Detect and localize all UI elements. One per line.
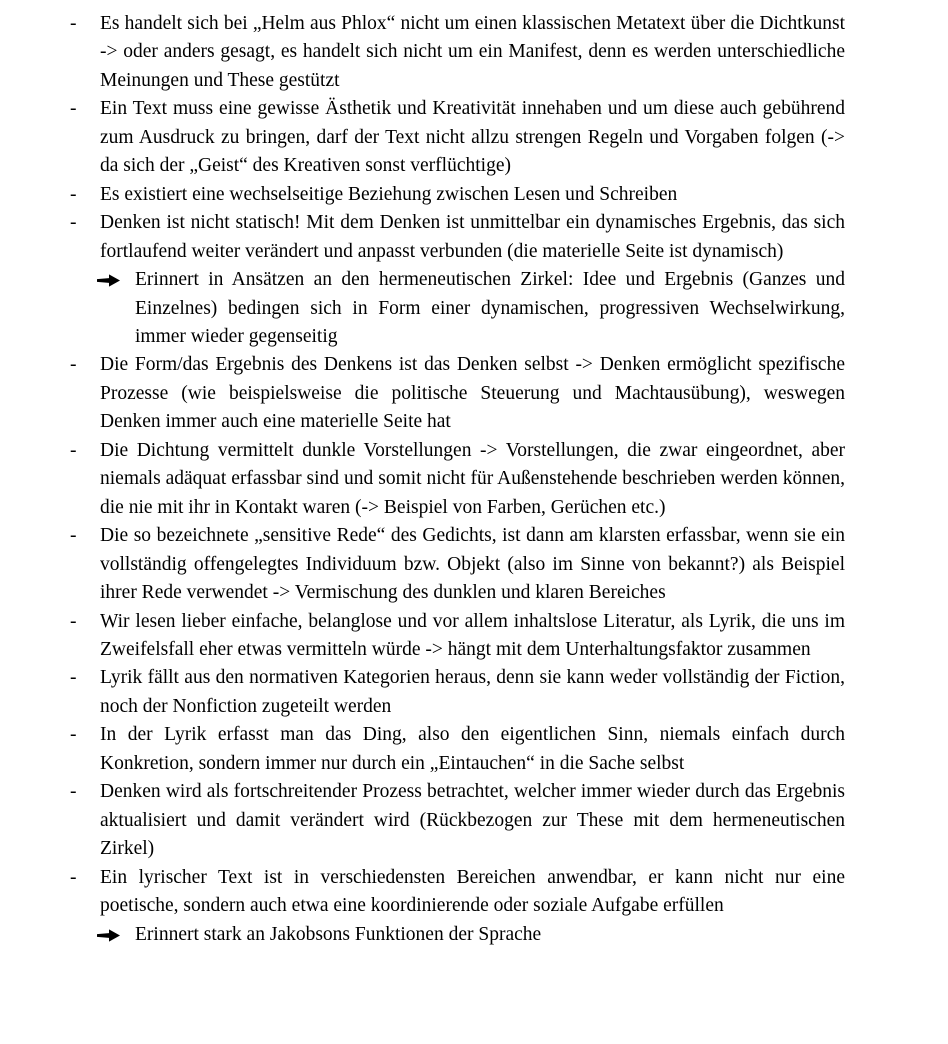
list-item-text: Erinnert stark an Jakobsons Funktionen der Sprache bbox=[135, 923, 542, 945]
list-item-dash bbox=[70, 721, 845, 778]
list-item-text: Es handelt sich bei „Helm aus Phlox“ nicht um einen klassischen Metatext über die Dichtkunst -> oder anders gesagt, es handelt sich nicht um ein Manifest, denn es werden unterschiedliche Meinungen und These gestützt bbox=[100, 13, 845, 91]
list-item-text: Ein Text muss eine gewisse Ästhetik und Kreativität innehaben und um diese auch gebührend zum Ausdruck zu bringen, darf der Text nicht allzu strengen Regeln und Vorgaben folgen (-> da sich der „Geist“ des Kreativen sonst verflüchtige) bbox=[100, 98, 845, 177]
list-item-dash bbox=[70, 181, 845, 209]
dash-bullet-icon: - bbox=[70, 866, 77, 888]
list-item-dash bbox=[70, 778, 845, 863]
list-item-arrow bbox=[135, 266, 845, 351]
arrow-right-icon bbox=[97, 266, 121, 287]
list-item-dash bbox=[70, 95, 845, 180]
list-item-dash bbox=[70, 10, 845, 95]
list-item-text: Erinnert in Ansätzen an den hermeneutischen Zirkel: Idee und Ergebnis (Ganzes und Einzelnes) bedingen sich in Form einer dynamischen, progressiven Wechselwirkung, immer wieder gegenseitig bbox=[135, 269, 845, 347]
list-item-dash bbox=[70, 864, 845, 921]
list-item-text: In der Lyrik erfasst man das Ding, also den eigentlichen Sinn, niemals einfach durch Konkretion, sondern immer nur durch ein „Eintauchen“ in die Sache selbst bbox=[100, 724, 845, 774]
list-item-text: Die Dichtung vermittelt dunkle Vorstellungen -> Vorstellungen, die zwar eingeordnet, aber niemals adäquat erfassbar sind und somit nicht für Außenstehende beschrieben werden können, die nie mit ihr in Kontakt waren (-> Beispiel von Farben, Gerüchen etc.) bbox=[100, 439, 845, 518]
dash-bullet-icon: - bbox=[70, 667, 77, 689]
list-item-text: Lyrik fällt aus den normativen Kategorien heraus, denn sie kann weder vollständig der Fiction, noch der Nonfiction zugeteilt werden bbox=[100, 667, 845, 717]
list-item-dash bbox=[70, 351, 845, 436]
list-item-dash bbox=[70, 664, 845, 721]
dash-bullet-icon: - bbox=[70, 212, 77, 234]
dash-bullet-icon: - bbox=[70, 724, 77, 746]
list-item-text: Ein lyrischer Text ist in verschiedensten Bereichen anwendbar, er kann nicht nur eine poetische, sondern auch etwa eine koordinierende oder soziale Aufgabe erfüllen bbox=[100, 866, 845, 917]
list-item-arrow bbox=[135, 921, 845, 949]
list-item-text: Die Form/das Ergebnis des Denkens ist das Denken selbst -> Denken ermöglicht spezifische Prozesse (wie beispielsweise die politische Steuerung und Machtausübung), weswegen Denken immer auch eine materielle Seite hat bbox=[100, 354, 845, 433]
list-item-text: Es existiert eine wechselseitige Beziehung zwischen Lesen und Schreiben bbox=[100, 183, 678, 205]
list-item-text: Wir lesen lieber einfache, belanglose und vor allem inhaltslose Literatur, als Lyrik, die uns im Zweifelsfall eher etwas vermitteln würde -> hängt mit dem Unterhaltungsfaktor zusammen bbox=[100, 610, 845, 660]
list-item-text: Die so bezeichnete „sensitive Rede“ des Gedichts, ist dann am klarsten erfassbar, wenn sie ein vollständig offengelegtes Individuum bzw. Objekt (also im Sinne von bekannt?) als Beispiel ihrer Rede verwendet -> Vermischung des dunklen und klaren Bereiches bbox=[100, 525, 845, 604]
list-item-dash bbox=[70, 522, 845, 607]
list-item-dash bbox=[70, 437, 845, 522]
arrow-right-icon bbox=[97, 921, 121, 942]
dash-bullet-icon: - bbox=[70, 13, 77, 34]
dash-bullet-icon: - bbox=[70, 525, 77, 547]
dash-bullet-icon: - bbox=[70, 610, 77, 632]
list-item-text: Denken wird als fortschreitender Prozess betrachtet, welcher immer wieder durch das Ergebnis aktualisiert und damit verändert wird (Rückbezogen zur These mit dem hermeneutischen Zirkel) bbox=[100, 781, 845, 860]
list-item-text: Denken ist nicht statisch! Mit dem Denken ist unmittelbar ein dynamisches Ergebnis, das sich fortlaufend weiter verändert und anpasst verbunden (die materielle Seite ist dynamisch) bbox=[100, 212, 845, 262]
dash-bullet-icon: - bbox=[70, 354, 77, 376]
dash-bullet-icon: - bbox=[70, 183, 77, 205]
list-item-dash bbox=[70, 608, 845, 665]
dash-bullet-icon: - bbox=[70, 781, 77, 803]
list-item-dash bbox=[70, 209, 845, 266]
dash-bullet-icon: - bbox=[70, 98, 77, 120]
dash-bullet-icon: - bbox=[70, 439, 77, 461]
